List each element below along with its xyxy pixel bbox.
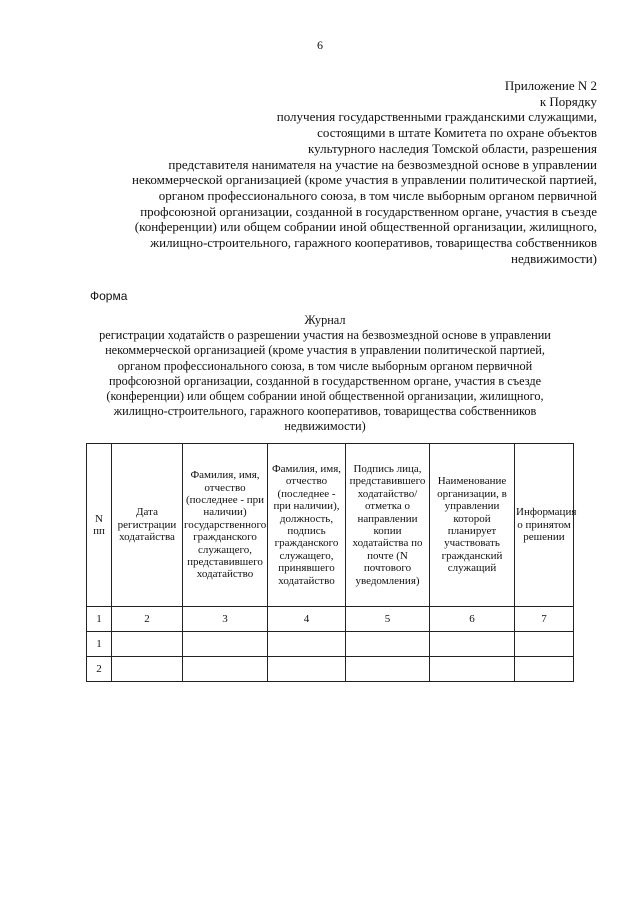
journal-line: профсоюзной организации, созданной в государственном органе, участия в съезде <box>108 373 542 388</box>
column-number: 7 <box>515 607 574 632</box>
table-cell <box>112 632 183 657</box>
journal-line: органом профессионального союза, в том числе выборным органом первичной <box>117 358 533 373</box>
appendix-line: Приложение N 2 <box>504 78 597 93</box>
appendix-line: некоммерческой организацией (кроме участия в управлении политической партией, <box>132 172 597 188</box>
appendix-line: профсоюзной организации, созданной в государственном органе, участия в съезде <box>140 203 597 219</box>
appendix-line: органом профессионального союза, в том числе выборным органом первичной <box>158 187 597 203</box>
registration-table <box>86 443 577 682</box>
table-header-row <box>87 444 574 607</box>
table-cell <box>183 657 268 682</box>
journal-line: некоммерческой организацией (кроме участия в управлении политической партией, <box>105 343 545 358</box>
row-number: 2 <box>87 657 112 682</box>
table-cell <box>515 632 574 657</box>
table-row <box>87 657 574 682</box>
appendix-line: культурного наследия Томской области, разрешения <box>308 140 597 156</box>
row-number: 1 <box>87 632 112 657</box>
journal-line: жилищно-строительного, гаражного кооперативов, товарищества собственников <box>113 404 537 419</box>
appendix-line: к Порядку <box>539 93 597 109</box>
header-cell-number: N пп <box>87 444 112 607</box>
column-number: 5 <box>346 607 430 632</box>
table-cell <box>112 657 183 682</box>
appendix-line: недвижимости) <box>511 250 597 266</box>
table-cell <box>268 657 346 682</box>
journal-title <box>60 313 590 435</box>
header-cell-organization: Наименование организации, в управлении которой планирует участвовать гражданский служащий <box>430 444 515 607</box>
table-cell <box>430 657 515 682</box>
table-cell <box>430 632 515 657</box>
header-cell-date: Дата регистрации ходатайства <box>112 444 183 607</box>
table-number-row <box>87 607 574 632</box>
column-number: 2 <box>112 607 183 632</box>
appendix-line: жилищно-строительного, гаражного кооперативов, товарищества собственников <box>150 235 597 251</box>
header-cell-applicant: Фамилия, имя, отчество (последнее - при наличии) государственного гражданского служащего, представившего ходатайство <box>183 444 268 607</box>
column-number: 3 <box>183 607 268 632</box>
appendix-line: состоящими в штате Комитета по охране объектов <box>317 125 597 141</box>
form-label: Форма <box>90 289 128 303</box>
column-number: 1 <box>87 607 112 632</box>
journal-line: недвижимости) <box>284 419 366 434</box>
header-cell-signature: Подпись лица, представившего ходатайство/отметка о направлении копии ходатайства по почте (N почтового уведомления) <box>346 444 430 607</box>
appendix-line: представителя нанимателя на участие на безвозмездной основе в управлении <box>168 156 597 172</box>
journal-line: (конференции) или общем собрании иной общественной организации, жилищного, <box>106 389 544 404</box>
page-number: 6 <box>317 38 323 52</box>
header-cell-decision: Информация о принятом решении <box>515 444 574 607</box>
journal-line: регистрации ходатайств о разрешении участия на безвозмездной основе в управлении <box>99 328 551 343</box>
table-cell <box>346 632 430 657</box>
table-cell <box>515 657 574 682</box>
table-cell <box>268 632 346 657</box>
column-number: 4 <box>268 607 346 632</box>
appendix-line: (конференции) или общем собрании иной общественной организации, жилищного, <box>134 219 597 235</box>
table-cell <box>346 657 430 682</box>
header-cell-receiver: Фамилия, имя, отчество (последнее - при наличии), должность, подпись гражданского служащего, принявшего ходатайство <box>268 444 346 607</box>
table-row <box>87 632 574 657</box>
appendix-line: получения государственными гражданскими служащими, <box>276 109 597 125</box>
appendix-header <box>77 78 597 266</box>
table-cell <box>183 632 268 657</box>
column-number: 6 <box>430 607 515 632</box>
journal-line: Журнал <box>304 313 346 327</box>
